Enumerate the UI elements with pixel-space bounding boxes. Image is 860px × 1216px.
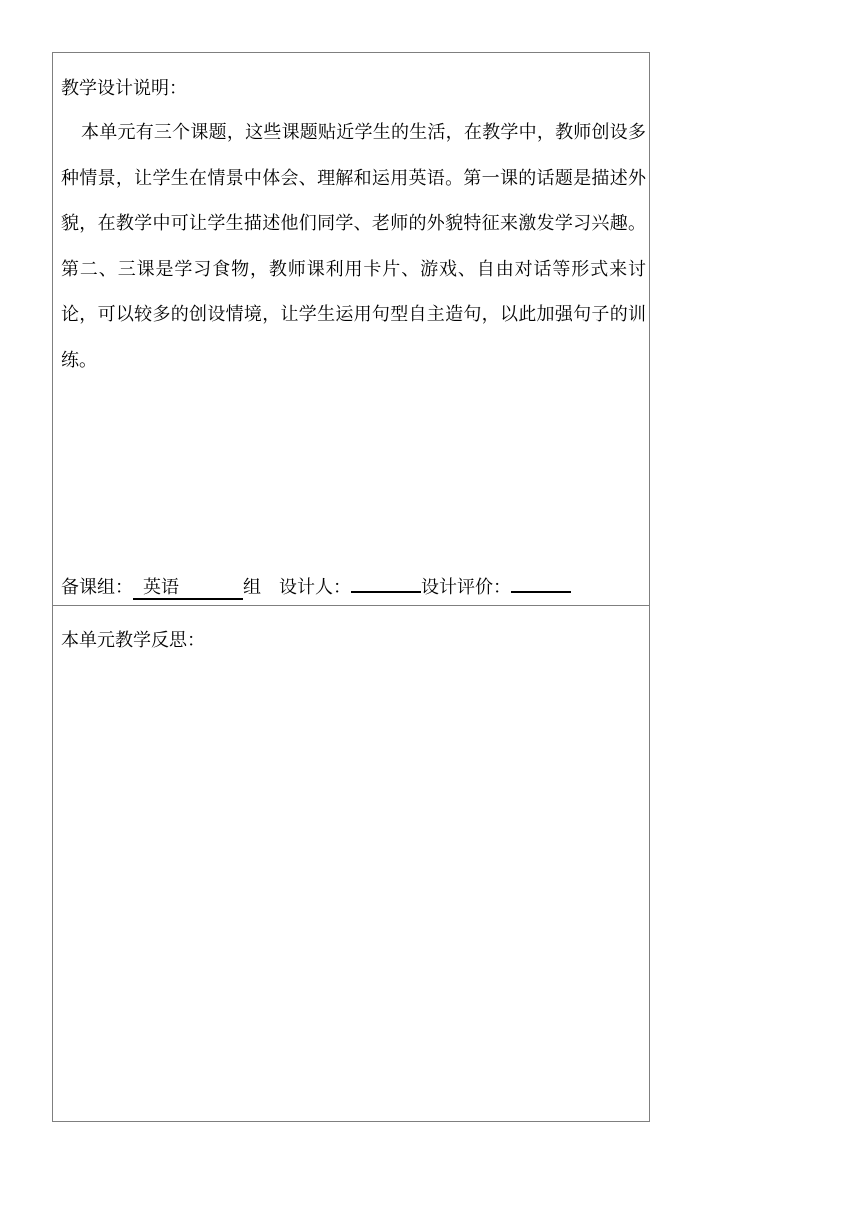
evaluation-field[interactable] xyxy=(511,571,571,593)
evaluation-label: 设计评价： xyxy=(421,577,511,598)
designer-label: 设计人： xyxy=(279,577,351,598)
lesson-plan-table xyxy=(52,52,650,1122)
group-label: 备课组： xyxy=(61,577,133,598)
design-notes-cell xyxy=(53,53,649,606)
reflection-cell xyxy=(53,606,649,1121)
signature-line xyxy=(61,571,571,600)
designer-field[interactable] xyxy=(351,571,421,593)
group-suffix: 组 xyxy=(243,577,261,598)
group-field[interactable]: 英语 xyxy=(133,578,243,600)
design-notes-body: 本单元有三个课题，这些课题贴近学生的生活，在教学中，教师创设多种情景，让学生在情景中体会、理解和运用英语。第一课的话题是描述外貌，在教学中可让学生描述他们同学、老师的外貌特征来激发学习兴趣。第二、三课是学习食物，教师课利用卡片、游戏、自由对话等形式来讨论，可以较多的创设情境，让学生运用句型自主造句，以此加强句子的训练。 xyxy=(61,122,646,371)
reflection-heading: 本单元教学反思： xyxy=(61,630,205,651)
design-notes-heading: 教学设计说明： xyxy=(61,78,187,99)
